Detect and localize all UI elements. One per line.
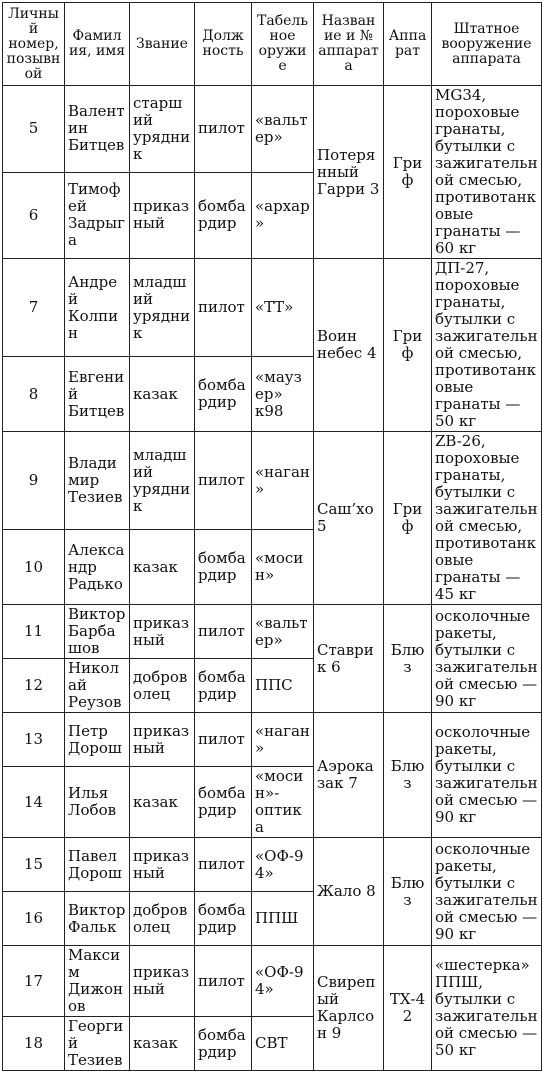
crew-weapon: «маузер» к98 [252,357,314,432]
header-armament: Штатное вооружение аппарата [432,3,542,86]
aircraft-type: Гриф [384,86,432,259]
aircraft-type: Гриф [384,432,432,605]
crew-position: пилот [195,86,252,173]
aircraft-armament: ZB-26, пороховые гранаты, бутылки с зажигательной смесью, противотанковые гранаты — 45 кг [432,432,542,605]
crew-number: 17 [3,946,65,1017]
crew-position: пилот [195,605,252,659]
crew-rank: приказный [130,605,195,659]
table-row [3,713,542,767]
crew-position: бомбардир [195,892,252,946]
crew-name: Илья Лобов [65,767,130,838]
aircraft-type: ТХ-42 [384,946,432,1071]
crew-position: пилот [195,713,252,767]
crew-name: Валентин Битцев [65,86,130,173]
crew-name: Андрей Колпин [65,259,130,357]
crew-number: 12 [3,659,65,713]
crew-name: Виктор Фальк [65,892,130,946]
crew-table-body [3,86,542,1071]
aircraft-type: Гриф [384,259,432,432]
crew-rank: старший урядник [130,86,195,173]
crew-position: пилот [195,432,252,530]
crew-position: бомбардир [195,357,252,432]
aircraft-armament: осколочные ракеты, бутылки с зажигательной смесью — 90 кг [432,713,542,838]
crew-weapon: «ОФ-94» [252,838,314,892]
crew-rank: казак [130,357,195,432]
crew-number: 7 [3,259,65,357]
header-rank: Звание [130,3,195,86]
crew-rank: казак [130,767,195,838]
aircraft-type: Блюз [384,605,432,713]
crew-number: 15 [3,838,65,892]
header-row [3,3,542,86]
crew-position: пилот [195,259,252,357]
crew-weapon: «ТТ» [252,259,314,357]
header-aircraft: Аппарат [384,3,432,86]
aircraft-armament: ДП-27, пороховые гранаты, бутылки с зажигательной смесью, противотанковые гранаты — 50 кг [432,259,542,432]
crew-position: бомбардир [195,659,252,713]
aircraft-name: Свирепый Карлсон 9 [314,946,384,1071]
aircraft-name: Воин небес 4 [314,259,384,432]
header-position: Должность [195,3,252,86]
aircraft-type: Блюз [384,713,432,838]
crew-weapon: «архар» [252,172,314,259]
crew-position: бомбардир [195,530,252,605]
crew-weapon: «мосин»-оптика [252,767,314,838]
table-row [3,838,542,892]
crew-weapon: СВТ [252,1017,314,1071]
aircraft-type: Блюз [384,838,432,946]
aircraft-armament: «шестерка» ППШ, бутылки с зажигательной смесью — 50 кг [432,946,542,1071]
crew-number: 11 [3,605,65,659]
crew-name: Николай Реузов [65,659,130,713]
crew-number: 18 [3,1017,65,1071]
crew-weapon: «ОФ-94» [252,946,314,1017]
header-aircraft-name: Название и № аппарата [314,3,384,86]
crew-number: 5 [3,86,65,173]
crew-name: Георгий Тезиев [65,1017,130,1071]
crew-name: Петр Дорош [65,713,130,767]
crew-name: Владимир Тезиев [65,432,130,530]
crew-weapon: «вальтер» [252,605,314,659]
crew-position: бомбардир [195,767,252,838]
crew-table [2,2,542,1071]
crew-rank: приказный [130,838,195,892]
crew-position: пилот [195,946,252,1017]
crew-rank: доброволец [130,659,195,713]
crew-weapon: «наган» [252,432,314,530]
crew-number: 14 [3,767,65,838]
crew-rank: приказный [130,713,195,767]
crew-name: Тимофей Задрыга [65,172,130,259]
crew-number: 6 [3,172,65,259]
aircraft-name: Аэроказак 7 [314,713,384,838]
crew-name: Александр Радько [65,530,130,605]
crew-rank: младший урядник [130,259,195,357]
crew-position: бомбардир [195,1017,252,1071]
crew-number: 10 [3,530,65,605]
crew-rank: доброволец [130,892,195,946]
crew-rank: младший урядник [130,432,195,530]
aircraft-name: Саш’хо 5 [314,432,384,605]
crew-rank: приказный [130,172,195,259]
crew-weapon: ППШ [252,892,314,946]
aircraft-armament: осколочные ракеты, бутылки с зажигательной смесью — 90 кг [432,605,542,713]
header-weapon: Табельное оружие [252,3,314,86]
crew-rank: приказный [130,946,195,1017]
header-name: Фамилия, имя [65,3,130,86]
crew-rank: казак [130,1017,195,1071]
crew-weapon: ППС [252,659,314,713]
crew-number: 9 [3,432,65,530]
crew-name: Максим Дижонов [65,946,130,1017]
crew-number: 16 [3,892,65,946]
crew-weapon: «наган» [252,713,314,767]
crew-position: пилот [195,838,252,892]
crew-name: Евгений Битцев [65,357,130,432]
table-row [3,946,542,1017]
crew-number: 13 [3,713,65,767]
crew-number: 8 [3,357,65,432]
table-row [3,259,542,357]
table-row [3,86,542,173]
table-row [3,605,542,659]
crew-position: бомбардир [195,172,252,259]
crew-weapon: «мосин» [252,530,314,605]
table-row [3,432,542,530]
crew-name: Виктор Барбашов [65,605,130,659]
aircraft-name: Жало 8 [314,838,384,946]
aircraft-armament: MG34, пороховые гранаты, бутылки с зажигательной смесью, противотанковые гранаты — 60 кг [432,86,542,259]
crew-name: Павел Дорош [65,838,130,892]
aircraft-armament: осколочные ракеты, бутылки с зажигательной смесью — 90 кг [432,838,542,946]
crew-rank: казак [130,530,195,605]
aircraft-name: Потерянный Гарри 3 [314,86,384,259]
header-number: Личный номер, позывной [3,3,65,86]
aircraft-name: Ставрик 6 [314,605,384,713]
crew-weapon: «вальтер» [252,86,314,173]
